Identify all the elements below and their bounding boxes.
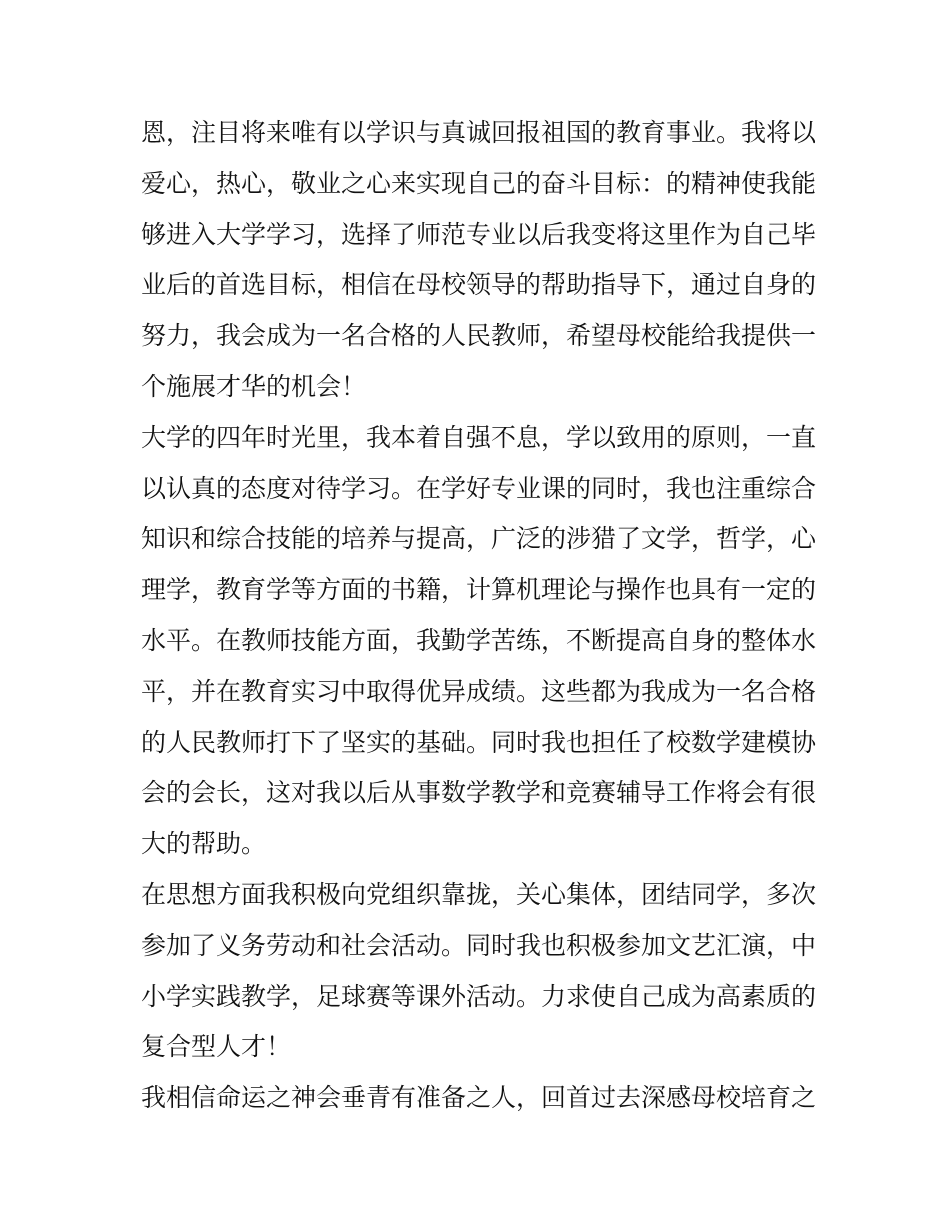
text-line: 以认真的态度对待学习。在学好专业课的同时，我也注重综合 (141, 473, 817, 503)
text-line: 爱心，热心，敬业之心来实现自己的奋斗目标：的精神使我能 (141, 168, 817, 198)
text-line: 在思想方面我积极向党组织靠拢，关心集体，团结同学，多次 (141, 879, 817, 909)
text-line: 大的帮助。 (141, 829, 267, 859)
text-line: 个施展才华的机会！ (141, 371, 367, 401)
text-line: 小学实践教学，足球赛等课外活动。力求使自己成为高素质的 (141, 981, 817, 1011)
text-line: 复合型人才！ (141, 1032, 292, 1062)
text-line: 恩，注目将来唯有以学识与真诚回报祖国的教育事业。我将以 (141, 118, 817, 147)
text-line: 大学的四年时光里，我本着自强不息，学以致用的原则，一直 (141, 422, 817, 452)
body-text (141, 108, 821, 1124)
text-line: 平，并在教育实习中取得优异成绩。这些都为我成为一名合格 (141, 676, 817, 706)
text-line: 参加了义务劳动和社会活动。同时我也积极参加文艺汇演，中 (141, 930, 817, 960)
text-line: 努力，我会成为一名合格的人民教师，希望母校能给我提供一 (141, 321, 817, 351)
text-line: 业后的首选目标，相信在母校领导的帮助指导下，通过自身的 (141, 270, 817, 300)
text-line: 会的会长，这对我以后从事数学教学和竞赛辅导工作将会有很 (141, 778, 817, 808)
text-line: 我相信命运之神会垂青有准备之人，回首过去深感母校培育之 (141, 1083, 817, 1113)
text-line: 够进入大学学习，选择了师范专业以后我变将这里作为自己毕 (141, 219, 817, 249)
text-line: 理学，教育学等方面的书籍，计算机理论与操作也具有一定的 (141, 575, 817, 605)
text-line: 的人民教师打下了坚实的基础。同时我也担任了校数学建模协 (141, 727, 817, 757)
text-line: 知识和综合技能的培养与提高，广泛的涉猎了文学，哲学，心 (141, 524, 817, 554)
text-line: 水平。在教师技能方面，我勤学苦练，不断提高自身的整体水 (141, 625, 817, 655)
